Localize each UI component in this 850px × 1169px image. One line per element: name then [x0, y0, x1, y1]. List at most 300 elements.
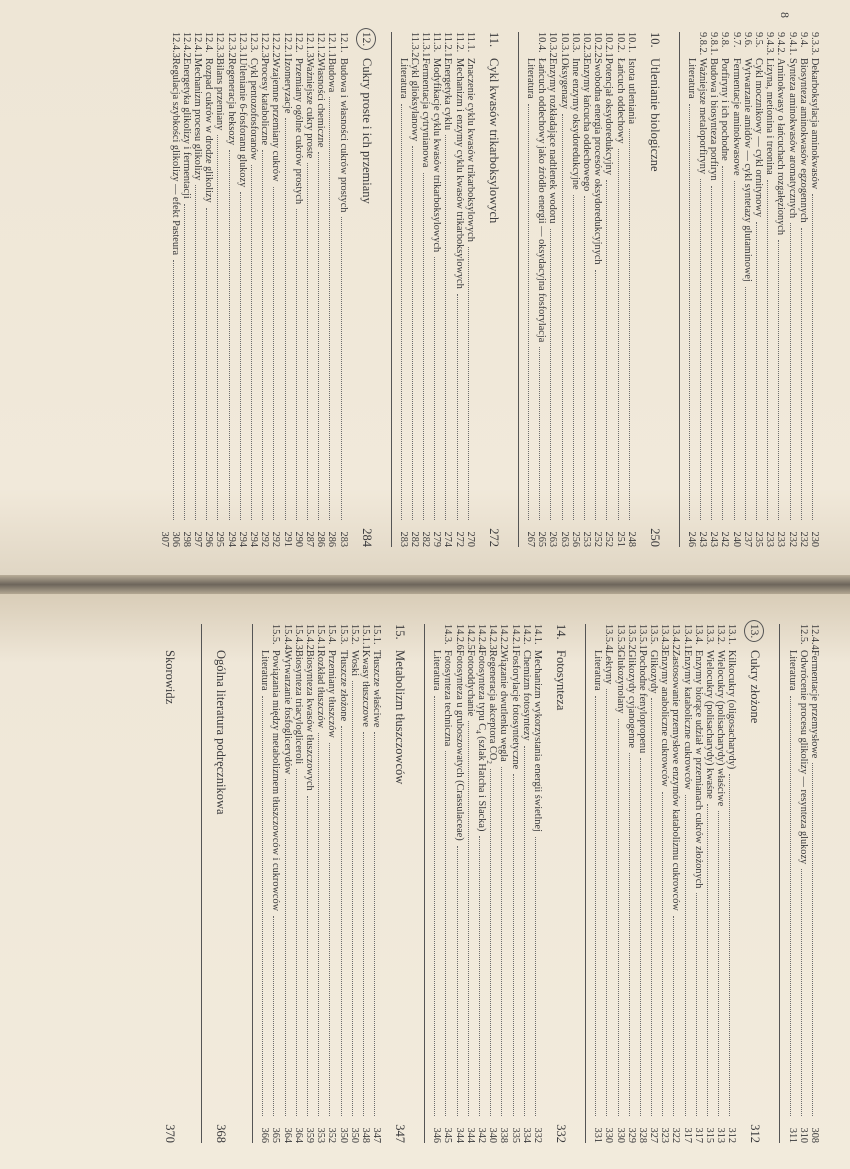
entry-title: Budowa i własności cukrów prostych: [337, 58, 349, 213]
entry-number: 10.2.: [614, 32, 626, 53]
entry-title: Literatura: [431, 650, 443, 691]
toc-entry: [293, 32, 304, 547]
toc-entry: [259, 32, 270, 547]
toc-entry: [476, 624, 487, 1143]
toc-entry: [547, 32, 558, 547]
toc-entry: [648, 624, 659, 1143]
dot-leader: [173, 260, 174, 520]
toc-entry: [670, 624, 681, 1143]
toc-entry: [420, 32, 431, 547]
chapter-title: Cukry złożone: [748, 650, 763, 724]
dot-leader: [629, 129, 630, 520]
entry-page: 287: [304, 531, 315, 547]
entry-title: Mechanizm wykorzystania energii świetlnej: [532, 650, 543, 832]
dot-leader: [423, 173, 424, 521]
entry-page: 330: [603, 1127, 615, 1143]
entry-title: Lizyna, metionina i treonina: [764, 58, 776, 175]
chapter-page: 272: [486, 528, 501, 547]
toc-entry: [337, 32, 348, 547]
dot-leader: [296, 769, 297, 1116]
entry-title: Ważniejsze metaloporfiryny: [697, 58, 709, 175]
entry-title: Enzymy anaboliczne cukrowców: [659, 650, 671, 787]
dot-leader: [562, 114, 563, 520]
entry-number: 12.3.: [248, 32, 260, 53]
dot-leader: [767, 180, 768, 520]
entry-subscript: 2: [485, 760, 494, 764]
chapter-number: [482, 32, 506, 58]
entry-page: 332: [532, 1127, 543, 1143]
toc-entry: [454, 32, 465, 547]
entry-number: 12.5.: [797, 624, 809, 645]
entry-title: Chemizm fotosyntezy: [520, 650, 532, 741]
dot-leader: [329, 97, 330, 520]
toc-entry: [226, 32, 237, 547]
entry-title: Zastosowanie przemysłowe enzymów katabolizmu cukrowców: [670, 650, 682, 911]
entry-page: 294: [248, 531, 260, 547]
entry-page: 294: [225, 531, 237, 547]
toc-entry: [786, 624, 797, 1143]
dot-leader: [696, 893, 697, 1116]
entry-title: Fermentacje przemysłowe: [809, 650, 820, 759]
dot-leader: [446, 135, 447, 520]
entry-page: 313: [715, 1127, 727, 1143]
chapter-page: 347: [393, 1124, 408, 1143]
toc-entry: [304, 624, 315, 1143]
entry-number: 15.4.: [326, 624, 338, 645]
entry-page: 307: [158, 531, 170, 547]
toc-entry: [704, 624, 715, 1143]
dot-leader: [374, 732, 375, 1116]
dot-leader: [218, 135, 219, 520]
toc-entry: [409, 32, 420, 547]
entry-title: Budowa: [326, 58, 338, 93]
entry-number: 10.3.2.: [547, 32, 559, 61]
toc-entry: [809, 32, 820, 547]
dot-leader: [501, 767, 502, 1116]
entry-title-tail: (szlak Hatcha i Slacka): [476, 733, 488, 832]
toc-entry: [237, 32, 248, 547]
entry-page: 348: [359, 1127, 371, 1143]
entry-page: 323: [659, 1127, 671, 1143]
toc-entry: [431, 624, 442, 1143]
entry-page: 352: [326, 1127, 338, 1143]
entry-title: Pochodne fenylopropenu: [636, 650, 648, 754]
toc-entry: [581, 32, 592, 547]
toc-entry: [349, 624, 360, 1143]
section-rule: [779, 624, 780, 1143]
entry-number: 11.1.: [464, 32, 476, 53]
entry-number: 11.2.: [453, 32, 465, 53]
entry-page: 364: [281, 1127, 293, 1143]
entry-title: Literatura: [786, 650, 798, 691]
dot-leader: [629, 753, 630, 1116]
dot-leader: [606, 180, 607, 520]
dot-leader: [550, 229, 551, 520]
toc-entry: [659, 624, 670, 1143]
chapter-heading: [743, 624, 767, 1143]
heading-page: 368: [214, 1124, 229, 1143]
dot-leader: [273, 916, 274, 1116]
entry-title: Energetyka glikolizy i fermentacji: [180, 58, 192, 199]
dot-leader: [513, 774, 514, 1116]
entry-page: 315: [704, 1127, 716, 1143]
entry-page: 366: [259, 1127, 271, 1143]
entry-title: Wielocukry (polisacharydy) kwaśne: [704, 650, 716, 799]
entry-number: 12.2.: [292, 32, 304, 53]
entry-title: Fotooddychanie: [464, 650, 476, 717]
toc-entry: [742, 32, 753, 547]
entry-title: Potencjał oksydoredukcyjny: [603, 58, 615, 175]
entry-number: 11.3.: [431, 32, 443, 53]
entry-title: Własności chemiczne: [315, 58, 327, 148]
entry-number: 12.3.3.: [214, 32, 226, 61]
toc-entry: [592, 624, 603, 1143]
dot-leader: [296, 209, 297, 520]
dot-leader: [524, 746, 525, 1116]
entry-title: Fotosynteza typu $C_4$ (szlak Hatcha i Slacka): [474, 650, 488, 832]
toc-entry: [614, 624, 625, 1143]
entry-page: 263: [547, 531, 559, 547]
entry-title: Biosynteza aminokwasów egzogennych: [797, 58, 809, 223]
entry-number: 10.3.1.: [558, 32, 570, 61]
entry-number: 13.3.: [704, 624, 716, 645]
entry-page: 279: [431, 531, 443, 547]
dot-leader: [584, 196, 585, 520]
entry-title: Wzajemne przemiany cukrów: [270, 58, 282, 182]
toc-entry: [521, 624, 532, 1143]
dot-leader: [285, 118, 286, 520]
dot-leader: [689, 104, 690, 520]
entry-title: Cykl mocznikowy — cykl ornitynowy: [753, 58, 765, 218]
toc-entry: [525, 32, 536, 547]
left-toc: [0, 0, 820, 575]
entry-page: 237: [741, 531, 753, 547]
chapter-title: Utlenianie biologiczne: [647, 58, 662, 172]
entry-page: 283: [337, 531, 349, 547]
section-rule: [424, 624, 425, 1143]
entry-page: 294: [236, 531, 248, 547]
toc-entry: [726, 624, 737, 1143]
entry-page: 327: [648, 1127, 660, 1143]
entry-page: 331: [592, 1127, 604, 1143]
entry-number: 12.4.1.: [192, 32, 204, 61]
toc-entry: [603, 32, 614, 547]
entry-number: 9.4.2.: [775, 32, 787, 56]
entry-page: 310: [797, 1127, 809, 1143]
toc-entry: [326, 624, 337, 1143]
entry-number: 14.2.5.: [464, 624, 476, 653]
toc-entry: [708, 32, 719, 547]
entry-number: 10.1.: [625, 32, 637, 53]
toc-entry: [764, 32, 775, 547]
entry-number: 9.4.: [797, 32, 809, 48]
dot-leader: [790, 696, 791, 1116]
toc-entry: [465, 624, 476, 1143]
entry-title: Wiązanie dwutlenku węgla: [498, 650, 510, 762]
entry-number: 12.4.2.: [180, 32, 192, 61]
entry-number: 9.4.3.: [764, 32, 776, 56]
dot-leader: [352, 681, 353, 1116]
entry-page: 230: [809, 531, 820, 547]
entry-page: 232: [797, 531, 809, 547]
entry-number: 14.2.1.: [509, 624, 521, 653]
entry-title: Swobodna energia procesów oksydoredukcyjnych: [592, 58, 604, 265]
chapter-page: 284: [359, 528, 374, 547]
heading-title: Skorowidz: [163, 650, 178, 705]
chapter-number: [355, 32, 379, 58]
entry-title: Oksygenazy: [558, 58, 570, 109]
entry-number: 14.2.3.: [487, 624, 499, 653]
entry-page: 270: [464, 531, 476, 547]
toc-entry: [637, 624, 648, 1143]
entry-title: Dekarboksylacja aminokwasów: [809, 58, 820, 190]
section-rule: [518, 32, 519, 547]
entry-page: 252: [603, 531, 615, 547]
entry-number: 12.4.: [203, 32, 215, 53]
dot-leader: [528, 104, 529, 520]
chapter-heading: [355, 32, 379, 547]
entry-page: 328: [636, 1127, 648, 1143]
entry-title: Aminokwasy o łańcuchach rozgałęzionych: [775, 58, 787, 235]
toc-entry: [442, 624, 453, 1143]
entry-number: 10.4.: [536, 32, 548, 53]
chapter-title: Metabolizm tłuszczowców: [393, 650, 408, 785]
entry-number: 9.8.2.: [697, 32, 709, 56]
dot-leader: [206, 208, 207, 520]
entry-number: 14.2.: [520, 624, 532, 645]
entry-number: 13.5.2.: [625, 624, 637, 653]
dot-leader: [801, 228, 802, 520]
dot-leader: [262, 150, 263, 520]
entry-page: 329: [625, 1127, 637, 1143]
entry-number: 12.3.1.: [236, 32, 248, 61]
entry-number: 14.2.6.: [453, 624, 465, 653]
dot-leader: [307, 163, 308, 520]
entry-page: 232: [786, 531, 798, 547]
entry-page: 291: [281, 531, 293, 547]
toc-entry: [558, 32, 569, 547]
left-page: [0, 0, 850, 575]
entry-number: 9.4.1.: [786, 32, 798, 56]
dot-leader: [363, 732, 364, 1116]
entry-number: 11.2.1.: [442, 32, 454, 60]
dot-leader: [341, 217, 342, 520]
toc-entry: [603, 624, 614, 1143]
dot-leader: [756, 222, 757, 520]
entry-page: 350: [337, 1127, 349, 1143]
dot-leader: [329, 743, 330, 1116]
entry-number: 12.1.2.: [315, 32, 327, 61]
dot-leader: [457, 846, 458, 1116]
entry-page: 295: [214, 531, 226, 547]
dot-leader: [573, 195, 574, 520]
dot-leader: [718, 811, 719, 1116]
entry-title: Literatura: [259, 650, 271, 691]
entry-number: 15.2.: [348, 624, 360, 645]
chapter-number: [388, 624, 412, 650]
toc-entry: [536, 32, 547, 547]
chapter-page: 332: [554, 1124, 568, 1143]
entry-page: 286: [326, 531, 338, 547]
toc-entry: [431, 32, 442, 547]
chapter-number-text: 14.: [554, 624, 568, 640]
entry-page: 272: [453, 531, 465, 547]
entry-title: Literatura: [525, 58, 537, 99]
entry-number: 12.2.3.: [259, 32, 271, 61]
entry-page: 364: [292, 1127, 304, 1143]
toc-entry: [509, 624, 520, 1143]
entry-title: Porfiryny i ich pochodne: [719, 58, 731, 161]
dot-leader: [790, 223, 791, 520]
chapter-heading: [388, 624, 412, 1143]
entry-page: 297: [192, 531, 204, 547]
entry-page: 292: [259, 531, 271, 547]
toc-entry: [293, 624, 304, 1143]
toc-entry: [315, 32, 326, 547]
entry-number: 10.2.2.: [592, 32, 604, 61]
toc-entry: [592, 32, 603, 547]
entry-number: 9.7.: [730, 32, 742, 48]
entry-page: 312: [726, 1127, 738, 1143]
entry-number: 13.5.: [648, 624, 660, 645]
dot-leader: [778, 240, 779, 520]
entry-number: 13.5.1.: [636, 624, 648, 653]
entry-page: 359: [304, 1127, 315, 1143]
chapter-title: Cykl kwasów trikarboksylowych: [486, 58, 501, 224]
dot-leader: [318, 733, 319, 1116]
dot-leader: [184, 204, 185, 520]
entry-title: Kilkocukry (oligosacharydy): [726, 650, 738, 770]
chapter-number-text: 13.: [744, 620, 764, 642]
entry-page: 350: [348, 1127, 360, 1143]
toc-entry: [775, 32, 786, 547]
section-rule: [252, 624, 253, 1143]
entry-number: 13.4.2.: [670, 624, 682, 653]
entry-page: 263: [558, 531, 570, 547]
entry-title: Rozkład tłuszczów: [315, 650, 327, 729]
right-page: [0, 594, 850, 1169]
entry-number: 15.4.2.: [304, 624, 315, 653]
toc-entry: [697, 32, 708, 547]
dot-leader: [240, 192, 241, 520]
entry-title: Enzymy łańcucha oddechowego: [581, 58, 592, 192]
entry-page: 347: [371, 1127, 383, 1143]
entry-page: 306: [169, 531, 181, 547]
entry-title: Tłuszcze właściwe: [371, 650, 383, 728]
toc-entry: [626, 624, 637, 1143]
dot-leader: [640, 758, 641, 1116]
chapter-number: [549, 624, 573, 650]
chapter-number-text: 12.: [356, 28, 376, 50]
entry-title: Przemiany ogólne cukrów prostych: [292, 58, 304, 205]
toc-entry: [270, 624, 281, 1143]
chapter-page: 250: [647, 528, 662, 547]
entry-page: 251: [614, 531, 626, 547]
entry-number: 13.2.: [715, 624, 727, 645]
entry-page: 235: [753, 531, 765, 547]
entry-page: 240: [730, 531, 742, 547]
chapter-number: [743, 624, 767, 650]
section-rule: [391, 32, 392, 547]
entry-number: 15.4.1.: [315, 624, 327, 653]
entry-number: 15.3.: [337, 624, 349, 645]
dot-leader: [734, 181, 735, 520]
entry-page: 298: [180, 531, 192, 547]
entry-title: Znaczenie cyklu kwasów trikarboksylowych: [464, 58, 476, 242]
entry-page: 334: [520, 1127, 532, 1143]
toc-entry: [371, 624, 382, 1143]
right-toc: [0, 594, 820, 1169]
entry-page: 233: [764, 531, 776, 547]
entry-page: 283: [397, 531, 409, 547]
entry-number: 14.1.: [532, 624, 543, 645]
page-number: 8: [778, 12, 792, 18]
entry-page: 353: [315, 1127, 327, 1143]
dot-leader: [595, 270, 596, 520]
toc-entry: [192, 32, 203, 547]
dot-leader: [251, 165, 252, 520]
dot-leader: [273, 187, 274, 520]
entry-title: Procesy kataboliczne: [259, 58, 271, 146]
entry-number: 10.3.: [569, 32, 581, 53]
section-rule: [201, 624, 202, 1143]
entry-page: 344: [453, 1127, 465, 1143]
toc-entry: [498, 624, 509, 1143]
entry-title: Powiązania między metabolizmem tłuszczowców i cukrowców: [270, 650, 282, 912]
dot-leader: [618, 719, 619, 1117]
entry-title: Biosynteza triacylogliceroli: [292, 650, 304, 765]
entry-page: 345: [442, 1127, 454, 1143]
entry-number: 13.5.3.: [614, 624, 626, 653]
entry-page: 308: [809, 1127, 820, 1143]
entry-title: Cykl pentozofosforanów: [248, 58, 260, 161]
entry-page: 344: [464, 1127, 476, 1143]
dot-leader: [262, 696, 263, 1116]
entry-title: Przemiany tłuszczów: [326, 650, 338, 738]
entry-title: Wytwarzanie amidów — cykl syntetazy glutaminowej: [741, 58, 753, 282]
entry-title: Odwrócenie procesu glikolizy — resynteza glukozy: [797, 650, 809, 865]
toc-entry: [203, 32, 214, 547]
entry-title: Lektyny: [603, 650, 615, 685]
entry-number: 12.4.3.: [169, 32, 181, 61]
entry-number: 9.8.: [719, 32, 731, 48]
dot-leader: [595, 696, 596, 1116]
entry-page: 265: [536, 531, 548, 547]
entry-page: 274: [442, 531, 454, 547]
entry-title: Fosforylacje fotosyntetyczne: [509, 650, 521, 770]
toc-entry: [731, 32, 742, 547]
toc-entry: [248, 32, 259, 547]
entry-page: 243: [697, 531, 709, 547]
entry-title: Mechanizm procesu glikolizy: [192, 58, 204, 181]
dot-leader: [723, 166, 724, 520]
toc-entry: [465, 32, 476, 547]
dot-leader: [412, 146, 413, 520]
entry-title: Fotosynteza u gruboszowatych (Crassulaceae): [453, 650, 465, 841]
entry-page: 317: [692, 1127, 704, 1143]
toc-entry: [158, 32, 169, 547]
entry-page: 253: [581, 531, 592, 547]
dot-leader: [229, 150, 230, 520]
toc-entry: [315, 624, 326, 1143]
dot-leader: [812, 763, 813, 1116]
dot-leader: [490, 769, 491, 1116]
entry-number: 12.3.2.: [225, 32, 237, 61]
entry-page: 292: [270, 531, 282, 547]
dot-leader: [745, 287, 746, 520]
entry-number: 12.1.: [337, 32, 349, 53]
entry-page: 311: [786, 1127, 798, 1143]
